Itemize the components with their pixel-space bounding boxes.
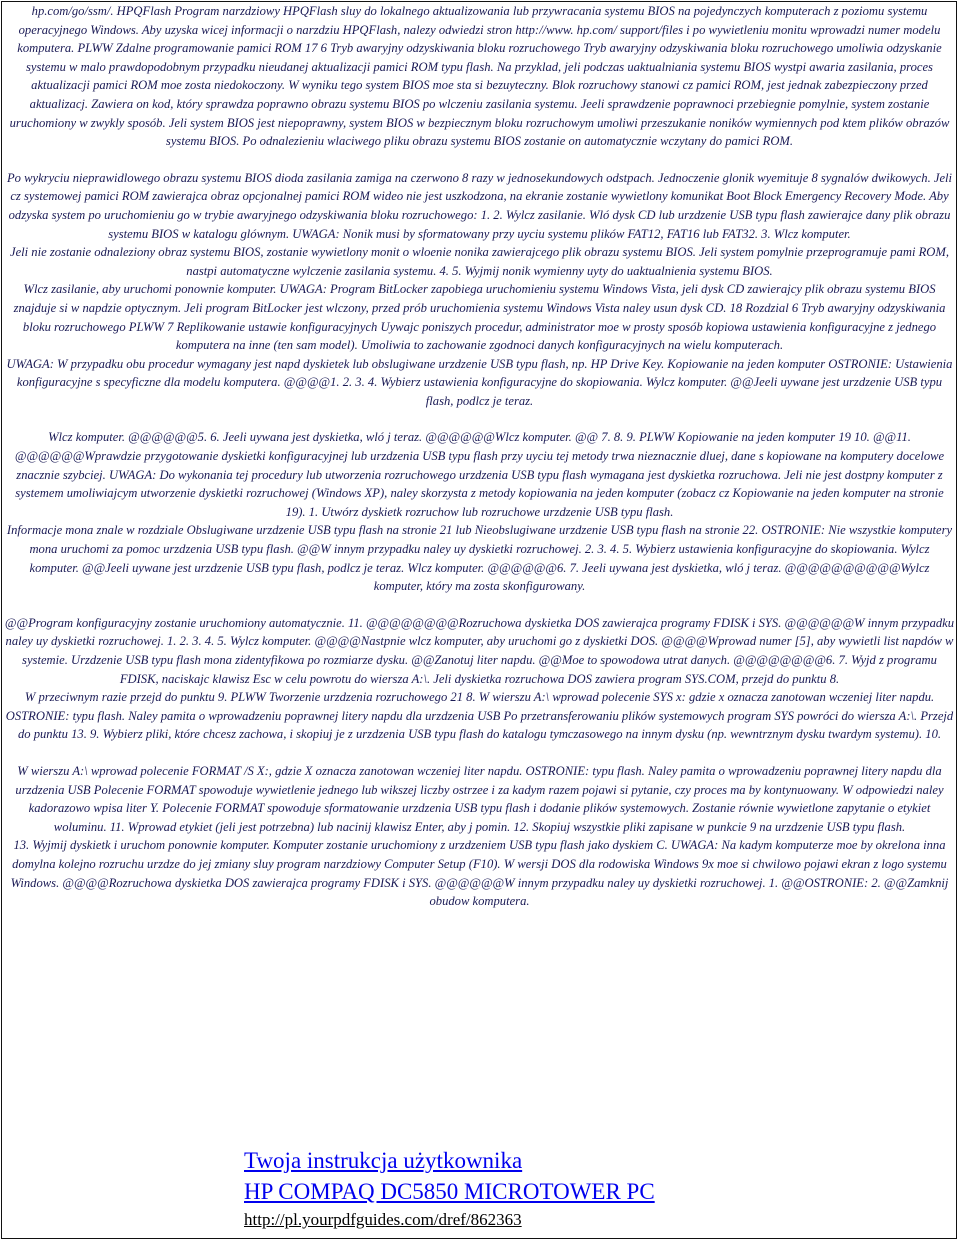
paragraph-hpqflash: hp.com/go/ssm/. HPQFlash Program narzdziowy HPQFlash sluy do lokalnego aktualizowania lub przywracania systemu BIOS na pojedynczych komputerach z poziomu systemu operacyjnego Windows. Aby uzyska wicej informacji o narzdziu HPQFlash, nalezy odwiedzi stron http://www. hp.com/ support/files i po wywietleniu monitu wprowadzi numer modelu komputera. PLWW Zdalne programowanie pamici ROM 17 6 Tryb awaryjny odzyskiwania bloku rozruchowego Tryb awaryjny odzyskiwania bloku rozruchowego umoliwia odzyskanie systemu w malo prawdopodobnym przypadku nieudanej aktualizacji pamici ROM typu flash. Na przyklad, jeli podczas uaktualniania systemu BIOS wystpi awaria zasilania, proces aktualizacji pamici ROM moe zosta niedokoczony. W wyniku tego system BIOS moe sta si bezuyteczny. Blok rozruchowy stanowi cz pamici ROM, jest jednak zabezpieczony przed aktualizacj. Zawiera on kod, który sprawdza poprawno obrazu systemu BIOS po wlczeniu zasilania systemu. Jeeli sprawdzenie poprawnoci przebiegnie pomylnie, system zostanie uruchomiony w zwykly sposób. Jeli system BIOS jest niepoprawny, system BIOS w bezpiecznym bloku rozruchowym umoliwi przeszukanie noników wymiennych pod ktem plików obrazów systemu BIOS. Po odnalezieniu wlaciwego pliku obrazu systemu BIOS zostanie on automatycznie wczytany do pamici ROM. [9,4,950,149]
paragraph-bitlocker: Wlcz zasilanie, aby uruchomi ponownie komputer. UWAGA: Program BitLocker zapobiega uruchomieniu systemu Windows Vista, jeli dysk CD zawierajcy plik obrazu systemu BIOS znajduje si w napdzie optycznym. Jeli program BitLocker jest wlczony, przed prób uruchomienia systemu Windows Vista naley usun dysk CD. 18 Rozdzial 6 Tryb awaryjny odzyskiwania bloku rozruchowego PLWW 7 Replikowanie ustawie konfiguracyjnych Uywajc poniszych procedur, administrator moe w prosty sposób kopiowa ustawienia konfiguracyjne z jednego komputera na inne (ten sam model). Umoliwia to zachowanie zgodnoci danych konfiguracyjnych na wielu komputerach. [13,282,946,353]
paragraph-format-command: W wierszu A:\ wprowad polecenie FORMAT /S X:, gdzie X oznacza zanotowan wczeniej liter napdu. OSTRONIE: typu flash. Naley pamita o wprowadzeniu poprawnej litery napdu dla urzdzenia USB Polecenie FORMAT spowoduje wywietlenie jednego lub wikszej liczby ostrzee i za kadym razem pojawi si pytanie, czy proces ma by kontynuowany. W odpowiedzi naley kadorazowo wpisa liter Y. Polecenie FORMAT spowoduje sformatowanie urzdzenia USB typu flash i dodanie plików systemowych. Zostanie równie wywietlone zapytanie o etykiet woluminu. 11. Wprowad etykiet (jeli jest potrzebna) lub nacinij klawisz Enter, aby j pomin. 12. Skopiuj wszystkie pliki zapisane w punkcie 9 na urzdzenie USB typu flash. [15,763,944,834]
manual-title-link[interactable]: Twoja instrukcja użytkownika [244,1148,523,1173]
paragraph-invalid-bios: Po wykryciu nieprawidlowego obrazu systemu BIOS dioda zasilania zamiga na czerwono 8 razy w jednosekundowych odstpach. Jednoczenie glonik wyemituje 8 sygnalów dwikowych. Jeli cz systemowej pamici ROM zawierajca obraz opcjonalnej pamici ROM wideo nie jest uszkodzona, na ekranie zostanie wywietlony komunikat Boot Block Emergency Recovery Mode. Aby odzyska system po uruchomieniu go w trybie awaryjnego odzyskiwania bloku rozruchowego: 1. 2. Wylcz zasilanie. Wló dysk CD lub urzdzenie USB typu flash zawierajce dany plik obrazu systemu BIOS w katalogu glównym. UWAGA: Nonik musi by sformatowany przy uyciu systemu plików FAT12, FAT16 lub FAT32. 3. Wlcz komputer. [6,170,953,241]
product-name-link[interactable]: HP COMPAQ DC5850 MICROTOWER PC [244,1179,655,1204]
paragraph-copy-note: UWAGA: W przypadku obu procedur wymagany jest napd dyskietek lub obslugiwane urzdzenie USB typu flash, np. HP Drive Key. Kopiowanie na jeden komputer OSTRONIE: Ustawienia konfiguracyjne s specyficzne dla modelu komputera. @@@@1. 2. 3. 4. Wybierz ustawienia konfiguracyjne do skopiowania. Wylcz komputer. @@Jeeli uywane jest urzdzenie USB typu flash, podlcz je teraz. [6,356,953,408]
paragraph-sys-command: W przeciwnym razie przejd do punktu 9. PLWW Tworzenie urzdzenia rozruchowego 21 8. W wierszu A:\ wprowad polecenie SYS x: gdzie x oznacza zanotowan wczeniej liter napdu. OSTRONIE: typu flash. Naley pamita o wprowadzeniu poprawnej litery napdu dla urzdzenia USB Po przetransferowaniu plików systemowych program SYS powróci do wiersza A:\. Przejd do punktu 13. 9. Wybierz pliki, które chcesz zachowa, i skopiuj je z urzdzenia USB typu flash do katalogu tymczasowego na innym dysku (np. wewntrznym dysku twardym systemu). 10. [5,690,954,742]
paragraph-fdisk: @@Program konfiguracyjny zostanie uruchomiony automatycznie. 11. @@@@@@@@Rozruchowa dyskietka DOS zawierajca programy FDISK i SYS. @@@@@@W innym przypadku naley uy dyskietki rozruchowej. 1. 2. 3. 4. 5. Wylcz komputer. @@@@Nastpnie wlcz komputer, aby uruchomi go z dyskietki DOS. @@@@Wprowad numer [5], aby wywietli list napdów w systemie. Urzdzenie USB typu flash mona zidentyfikowa po rozmiarze dysku. @@Zanotuj liter napdu. @@Moe to spowodowa utrat danych. @@@@@@@@6. 7. Wyjd z programu FDISK, naciskajc klawisz Esc w celu powrotu do wiersza A:\. Jeli dyskietka rozruchowa DOS zawiera program SYS.COM, przejd do punktu 8. [4,615,955,686]
paragraph-bios-not-found: Jeli nie zostanie odnaleziony obraz systemu BIOS, zostanie wywietlony monit o wloenie nonika zawierajcego plik obrazu systemu BIOS. Jeli system pomylnie przeprogramuje pami ROM, nastpi automatyczne wylczenie zasilania systemu. 4. 5. Wyjmij nonik wymienny uyty do uaktualnienia systemu BIOS. [9,245,950,278]
paragraph-copy-steps: Wlcz komputer. @@@@@@5. 6. Jeeli uywana jest dyskietka, wló j teraz. @@@@@@Wlcz komputer. @@ 7. 8. 9. PLWW Kopiowanie na jeden komputer 19 10. @@11. [48,430,911,445]
document-body [4,2,955,911]
paragraph-boot-order: 13. Wyjmij dyskietk i uruchom ponownie komputer. Komputer zostanie uruchomiony z urzdzeniem USB typu flash jako dyskiem C. UWAGA: Na kadym komputerze moe by okrelona inna domylna kolejno rozruchu urzdze do jej zmiany sluy program narzdziowy Computer Setup (F10). W wersji DOS dla rodowiska Windows 9x moe si chwilowo pojawi ekran z logo systemu Windows. @@@@Rozruchowa dyskietka DOS zawierajca programy FDISK i SYS. @@@@@@W innym przypadku naley uy dyskietki rozruchowej. 1. @@OSTRONIE: 2. @@Zamknij obudow komputera. [10,838,949,909]
source-url-link[interactable]: http://pl.yourpdfguides.com/dref/862363 [244,1210,522,1229]
paragraph-multi-copy: @@@@@@Wprawdzie przygotowanie dyskietki konfiguracyjnej lub urzdzenia USB typu flash przy uyciu tej metody trwa nieznacznie dluej, dane s kopiowane na komputery docelowe znacznie szybciej. UWAGA: Do wykonania tej procedury lub utworzenia rozruchowego urzdzenia USB typu flash wymagana jest dyskietka rozruchowa. Jeli nie jest dostpny komputer z systemem umoliwiajcym utworzenie dyskietki rozruchowej (Windows XP), naley skorzysta z metody kopiowania na jeden komputer (zobacz cz Kopiowanie na jeden komputer na stronie 19). 1. Utwórz dyskietk rozruchow lub rozruchowe urzdzenie USB typu flash. [14,449,945,519]
footer-links [244,1146,655,1233]
paragraph-usb-info: Informacje mona znale w rozdziale Obslugiwane urzdzenie USB typu flash na stronie 21 lub Nieobslugiwane urzdzenie USB typu flash na stronie 22. OSTRONIE: Nie wszystkie komputery mona uruchomi za pomoc urzdzenia USB typu flash. @@W innym przypadku naley uy dyskietki rozruchowej. 2. 3. 4. 5. Wybierz ustawienia konfiguracyjne do skopiowania. Wylcz komputer. @@Jeeli uywane jest urzdzenie USB typu flash, podlcz je teraz. Wlcz komputer. @@@@@@6. 7. Jeeli uywana jest dyskietka, wló j teraz. @@@@@@@@@@Wylcz komputer, który ma zosta skonfigurowany. [6,523,953,594]
